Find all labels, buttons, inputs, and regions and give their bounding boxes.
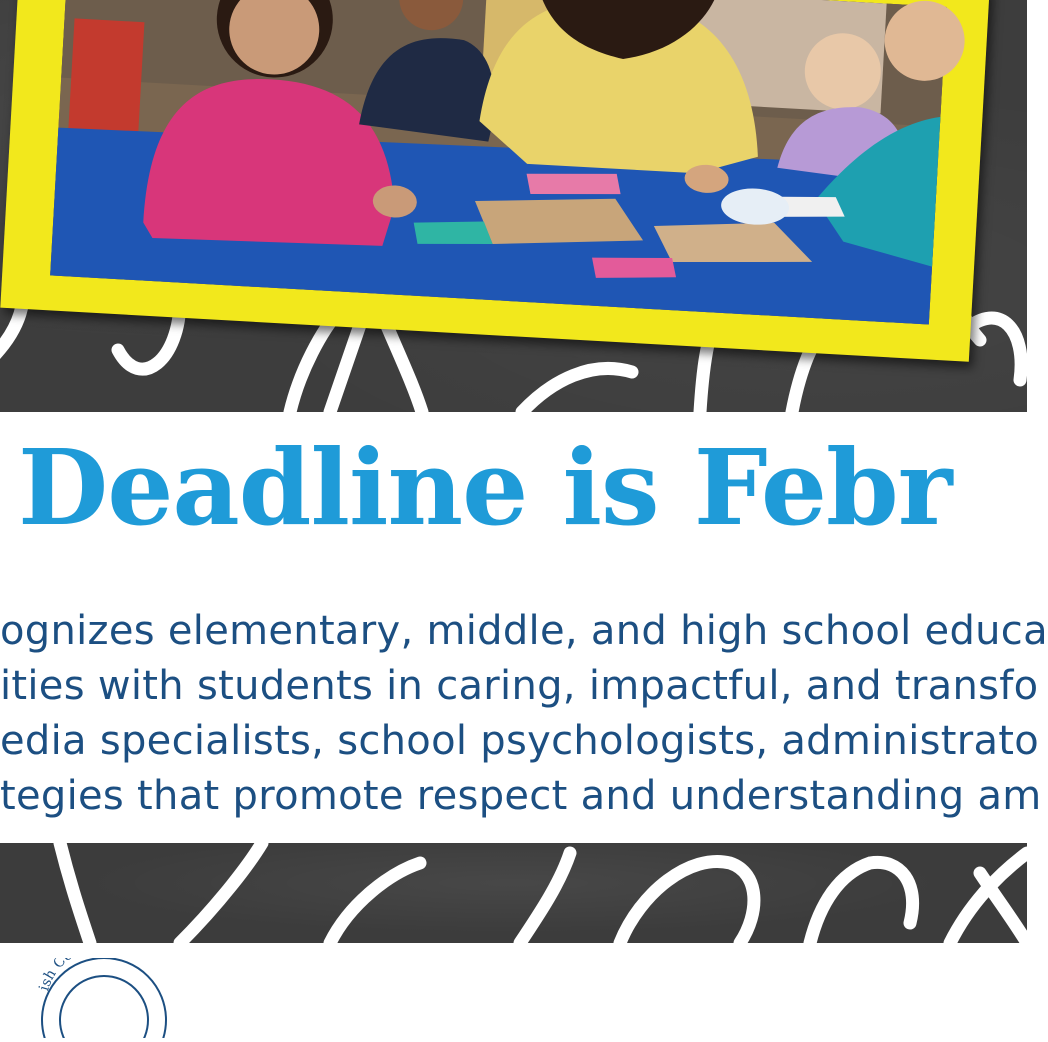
photo-frame	[0, 0, 989, 362]
chalkboard-top-panel	[0, 0, 1027, 412]
description-line: ognizes elementary, middle, and high school educa	[0, 608, 1048, 654]
organization-seal-logo	[28, 958, 178, 993]
seal-text: ish C	[36, 958, 70, 993]
deadline-headline: Deadline is Febr	[18, 426, 952, 549]
description-text	[0, 604, 1048, 824]
description-line: ities with students in caring, impactful, and transfo	[0, 663, 1039, 709]
description-line: tegies that promote respect and understanding am	[0, 773, 1042, 819]
chalkboard-bottom-panel	[0, 843, 1027, 943]
chalk-script-lettering	[0, 843, 1027, 943]
description-line: edia specialists, school psychologists, administrato	[0, 718, 1040, 764]
classroom-photo	[50, 0, 946, 324]
